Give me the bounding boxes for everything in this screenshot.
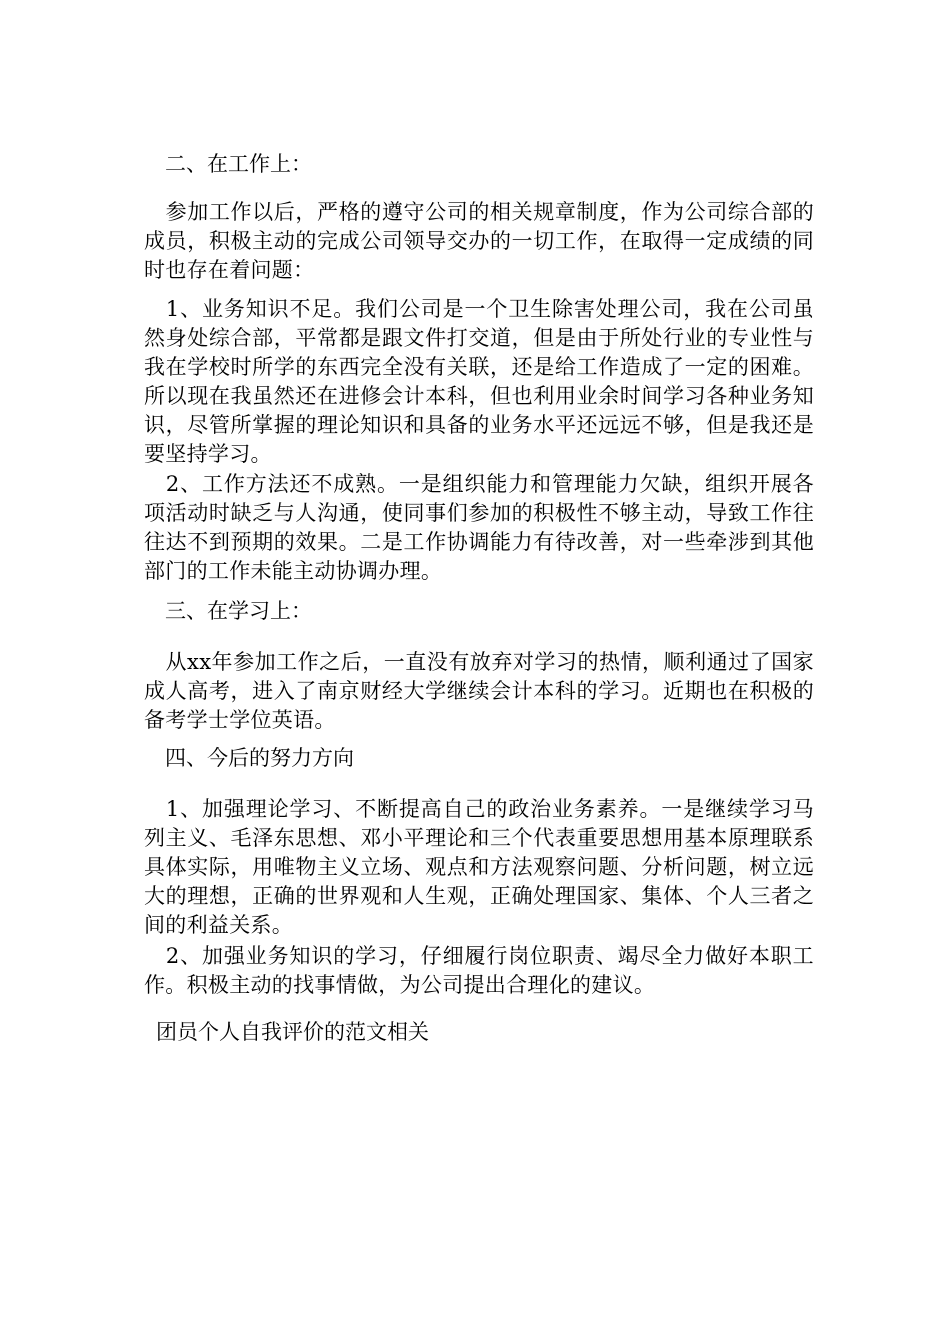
future-point-2-paragraph: 2、加强业务知识的学习，仔细履行岗位职责、竭尽全力做好本职工作。积极主动的找事情做，为公司提出合理化的建议。 (144, 944, 814, 997)
work-intro-paragraph: 参加工作以后，严格的遵守公司的相关规章制度，作为公司综合部的成员，积极主动的完成公司领导交办的一切工作，在取得一定成绩的同时也存在着问题： (144, 200, 814, 282)
section-four-heading: 四、今后的努力方向 (144, 746, 354, 770)
section-two-heading: 二、在工作上： (144, 152, 312, 176)
study-paragraph: 从xx年参加工作之后，一直没有放弃对学习的热情，顺利通过了国家成人高考，进入了南京财经大学继续会计本科的学习。近期也在积极的备考学士学位英语。 (144, 650, 814, 732)
work-point-1-paragraph: 1、业务知识不足。我们公司是一个卫生除害处理公司，我在公司虽然身处综合部，平常都是跟文件打交道，但是由于所处行业的专业性与我在学校时所学的东西完全没有关联，还是给工作造成了一定的困难。所以现在我虽然还在进修会计本科，但也利用业余时间学习各种业务知识，尽管所掌握的理论知识和具备的业务水平还远远不够，但是我还是要坚持学习。 (144, 297, 814, 466)
section-three-heading: 三、在学习上： (144, 599, 312, 623)
related-heading: 团员个人自我评价的范文相关 (156, 1020, 429, 1044)
work-point-2-paragraph: 2、工作方法还不成熟。一是组织能力和管理能力欠缺，组织开展各项活动时缺乏与人沟通，使同事们参加的积极性不够主动，导致工作往往达不到预期的效果。二是工作协调能力有待改善，对一些牵涉到其他部门的工作未能主动协调办理。 (144, 472, 814, 583)
future-point-1-paragraph: 1、加强理论学习、不断提高自己的政治业务素养。一是继续学习马列主义、毛泽东思想、邓小平理论和三个代表重要思想用基本原理联系具体实际，用唯物主义立场、观点和方法观察问题、分析问题，树立远大的理想，正确的世界观和人生观，正确处理国家、集体、个人三者之间的利益关系。 (144, 797, 814, 937)
